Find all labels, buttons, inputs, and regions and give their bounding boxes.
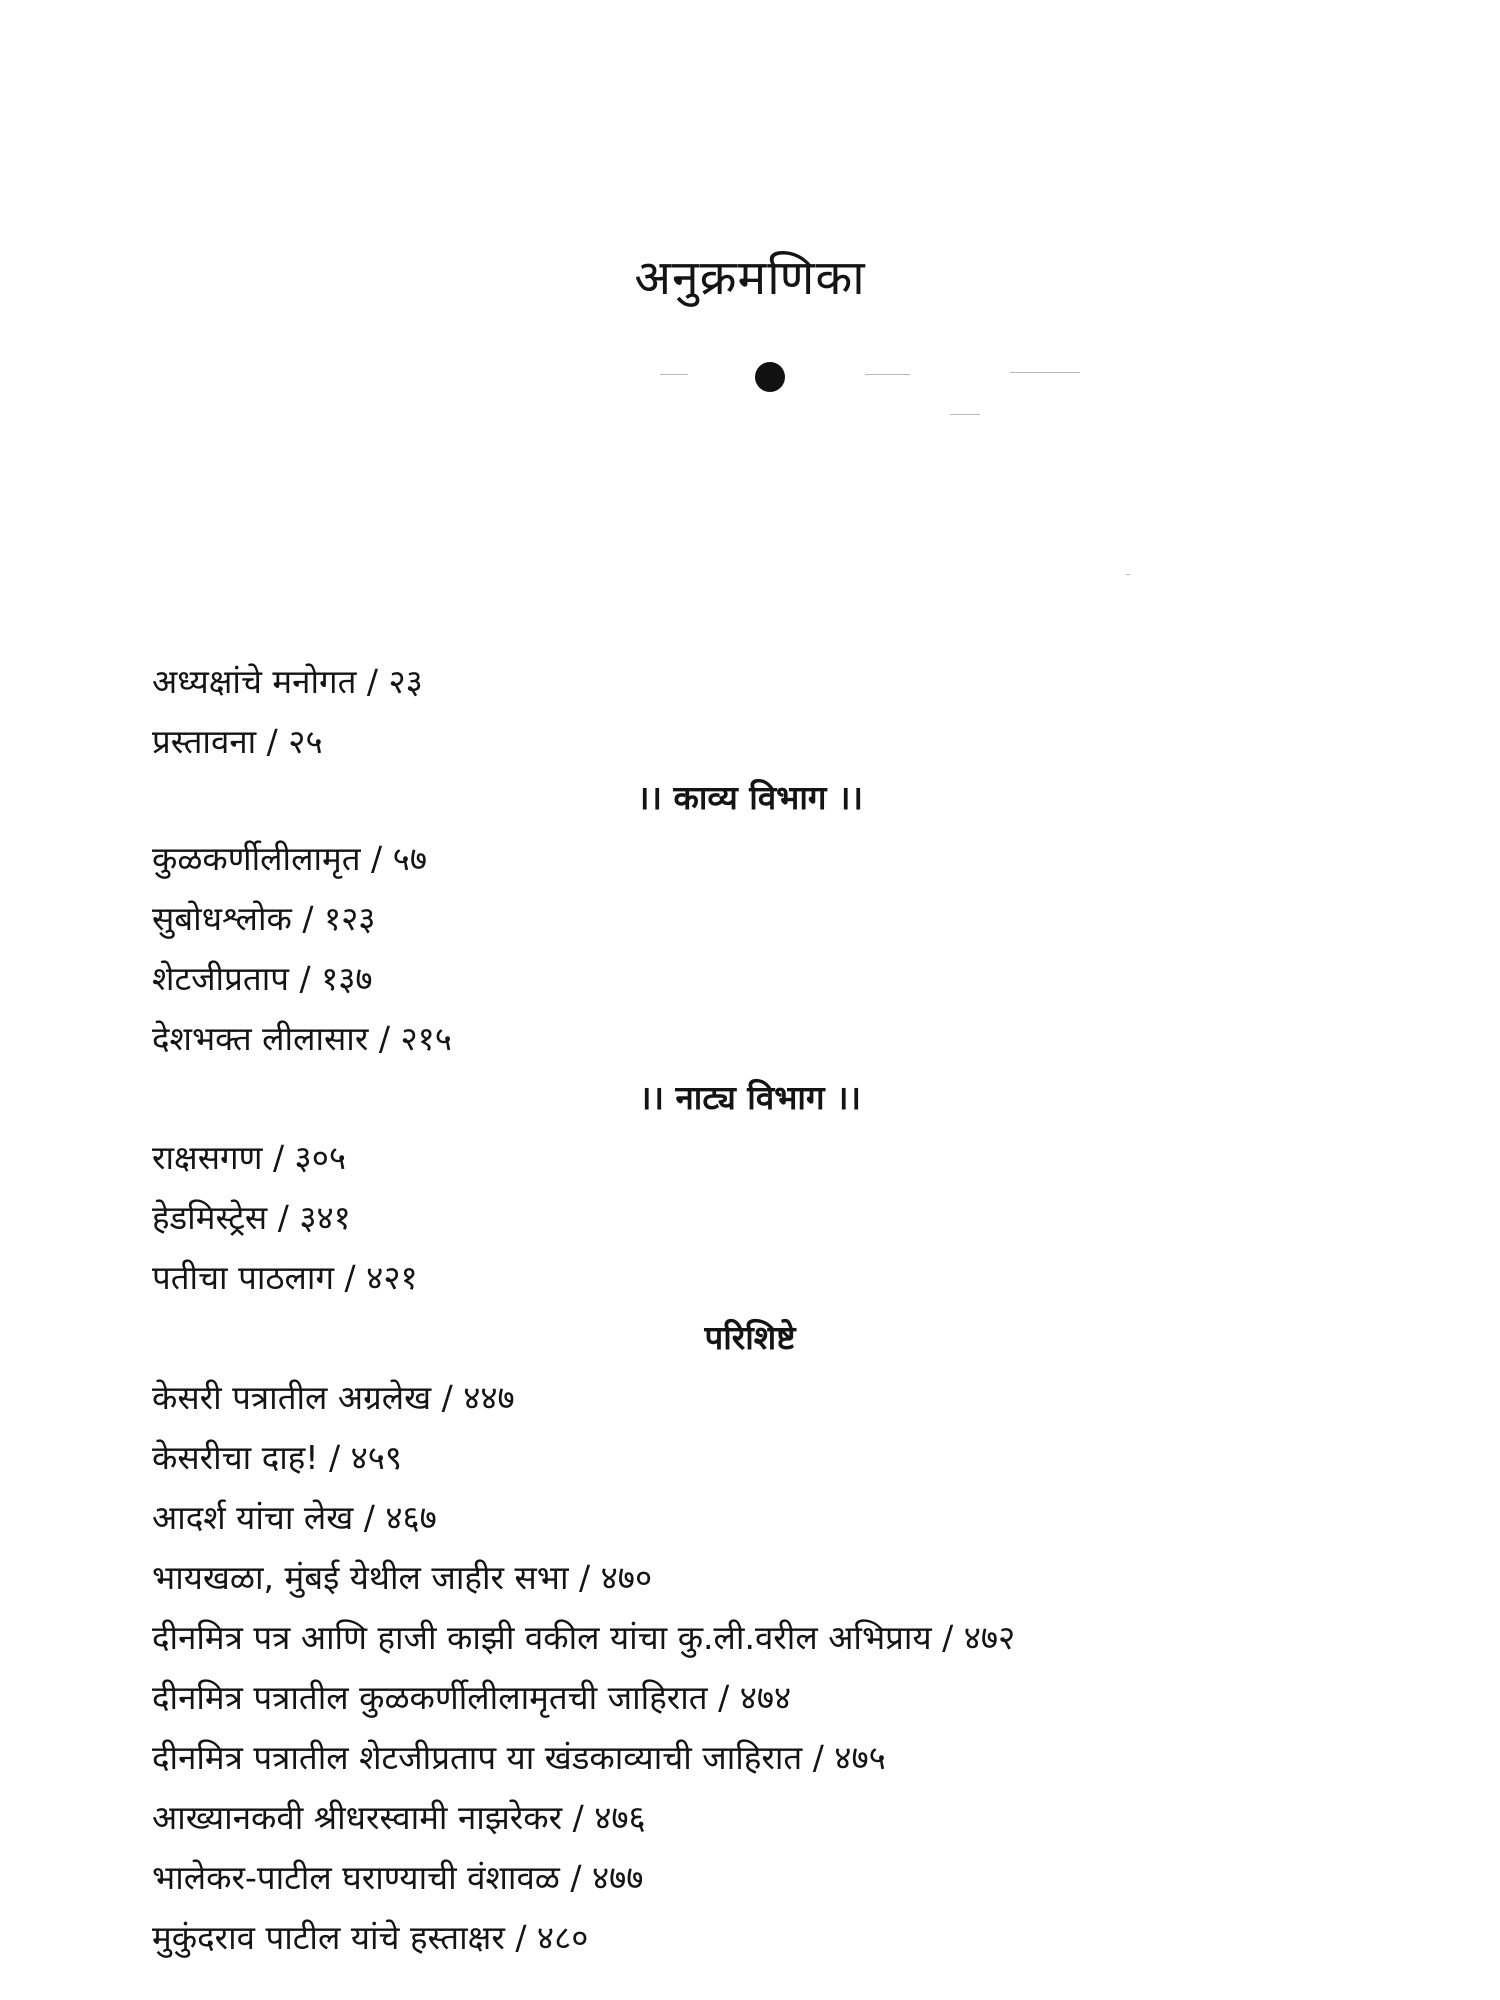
section-heading: ।। काव्य विभाग ।। <box>636 778 864 817</box>
toc-entry-text: केसरी पत्रातील अग्रलेख / ४४७ <box>152 1378 515 1417</box>
scan-speck <box>950 414 980 415</box>
title-bullet-ornament <box>755 362 785 392</box>
toc-entry-text: सुबोधश्लोक / १२३ <box>152 899 376 938</box>
toc-entry-text: दीनमित्र पत्र आणि हाजी काझी वकील यांचा कु.ली.वरील अभिप्राय / ४७२ <box>152 1618 1016 1657</box>
section-heading: परिशिष्टे <box>704 1318 796 1357</box>
toc-entry-text: कुळकर्णीलीलामृत / ५७ <box>152 839 427 878</box>
toc-entry-text: भायखळा, मुंबई येथील जाहीर सभा / ४७० <box>152 1558 653 1597</box>
toc-entry-text: अध्यक्षांचे मनोगत / २३ <box>152 662 423 701</box>
toc-entry-text: प्रस्तावना / २५ <box>152 722 323 761</box>
scan-speck <box>1010 372 1080 373</box>
toc-entry-text: दीनमित्र पत्रातील शेटजीप्रताप या खंडकाव्याची जाहिरात / ४७५ <box>152 1738 886 1777</box>
toc-entry-text: राक्षसगण / ३०५ <box>152 1138 347 1177</box>
toc-entry-text: आख्यानकवी श्रीधरस्वामी नाझरेकर / ४७६ <box>152 1798 646 1837</box>
page-title: अनुक्रमणिका <box>634 250 866 306</box>
toc-entry-text: दीनमित्र पत्रातील कुळकर्णीलीलामृतची जाहिरात / ४७४ <box>152 1678 792 1717</box>
toc-entry-text: शेटजीप्रताप / १३७ <box>152 959 373 998</box>
toc-entry-text: हेडमिस्ट्रेस / ३४१ <box>152 1198 351 1237</box>
scan-speck <box>1126 574 1130 575</box>
toc-entry-text: केसरीचा दाह! / ४५९ <box>152 1438 403 1477</box>
toc-entry-text: देशभक्त लीलासार / २१५ <box>152 1019 452 1058</box>
toc-entry-text: पतीचा पाठलाग / ४२१ <box>152 1258 418 1297</box>
toc-entry-text: मुकुंदराव पाटील यांचे हस्ताक्षर / ४८० <box>152 1918 589 1957</box>
section-heading: ।। नाट्य विभाग ।। <box>638 1078 862 1117</box>
scan-speck <box>865 374 910 375</box>
toc-entry-text: भालेकर-पाटील घराण्याची वंशावळ / ४७७ <box>152 1858 644 1897</box>
toc-entry-text: आदर्श यांचा लेख / ४६७ <box>152 1498 437 1537</box>
scan-speck <box>660 374 688 375</box>
